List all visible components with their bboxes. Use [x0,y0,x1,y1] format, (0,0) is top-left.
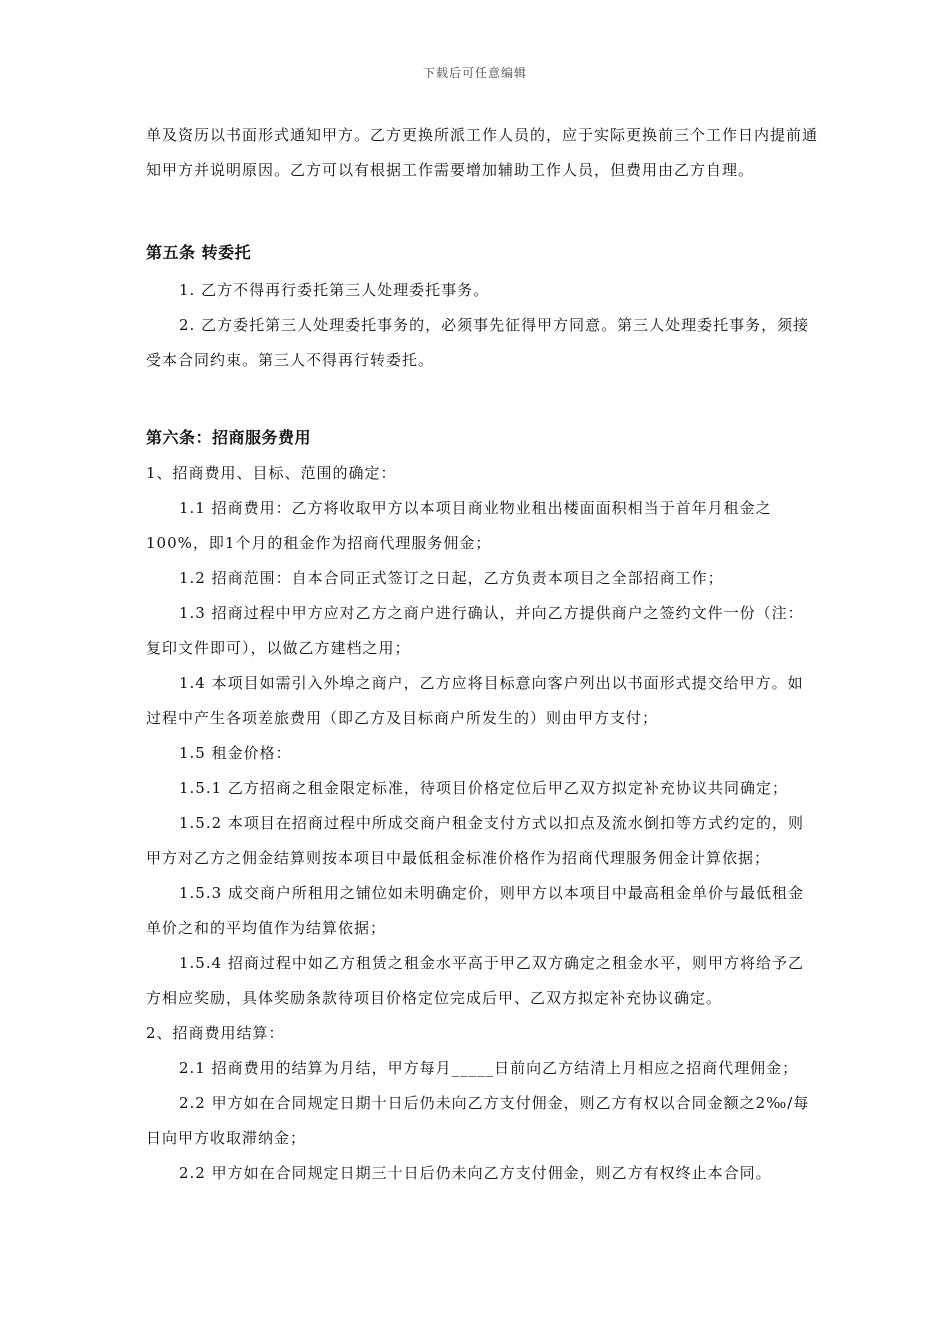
article-5-item-2: 2. 乙方委托第三人处理委托事务的，必须事先征得甲方同意。第三人处理委托事务，须接受本合同约束。第三人不得再行转委托。 [146,316,810,369]
clause-1-1: 1.1 招商费用：乙方将收取甲方以本项目商业物业租出楼面面积相当于首年月租金之100%，即1个月的租金作为招商代理服务佣金； [146,499,772,552]
clause-2-2: 2.2 甲方如在合同规定日期十日后仍未向乙方支付佣金，则乙方有权以合同金额之2‰/每日向甲方收取滞纳金； [146,1094,810,1147]
article-5-title: 第五条 转委托 [146,243,252,262]
clause-1-5-2: 1.5.2 本项目在招商过程中所成交商户租金支付方式以扣点及流水倒扣等方式约定的，则甲方对乙方之佣金结算则按本项目中最低租金标准价格作为招商代理服务佣金计算依据； [146,814,804,867]
clause-1-5-1: 1.5.1 乙方招商之租金限定标准，待项目价格定位后甲乙双方拟定补充协议共同确定； [179,779,788,797]
clause-2-2b: 2.2 甲方如在合同规定日期三十日后仍未向乙方支付佣金，则乙方有权终止本合同。 [179,1164,772,1182]
clause-1-4: 1.4 本项目如需引入外埠之商户，乙方应将目标意向客户列出以书面形式提交给甲方。如过程中产生各项差旅费用（即乙方及目标商户所发生的）则由甲方支付； [146,674,804,727]
clause-1-3: 1.3 招商过程中甲方应对乙方之商户进行确认，并向乙方提供商户之签约文件一份（注：复印文件即可），以做乙方建档之用； [146,604,804,657]
document-body [146,118,818,1191]
article-6-title: 第六条：招商服务费用 [146,428,312,447]
page-header-note: 下载后可任意编辑 [422,66,527,80]
clause-1-5: 1.5 租金价格： [179,744,292,762]
clause-1-2: 1.2 招商范围：自本合同正式签订之日起，乙方负责本项目之全部招商工作； [179,569,724,587]
clause-1-5-4: 1.5.4 招商过程中如乙方租赁之租金水平高于甲乙双方确定之租金水平，则甲方将给予乙方相应奖励，具体奖励条款待项目价格定位完成后甲、乙双方拟定补充协议确定。 [146,954,804,1007]
section-1-title: 1、招商费用、目标、范围的确定： [146,464,397,482]
clause-2-1: 2.1 招商费用的结算为月结，甲方每月_____日前向乙方结清上月相应之招商代理佣金； [179,1059,799,1077]
section-2-title: 2、招商费用结算： [146,1024,285,1042]
article-5-item-1: 1. 乙方不得再行委托第三人处理委托事务。 [179,281,490,299]
intro-paragraph: 单及资历以书面形式通知甲方。乙方更换所派工作人员的，应于实际更换前三个工作日内提前通知甲方并说明原因。乙方可以有根据工作需要增加辅助工作人员，但费用由乙方自理。 [146,126,819,179]
clause-1-5-3: 1.5.3 成交商户所租用之铺位如未明确定价，则甲方以本项目中最高租金单价与最低租金单价之和的平均值作为结算依据； [146,884,804,937]
